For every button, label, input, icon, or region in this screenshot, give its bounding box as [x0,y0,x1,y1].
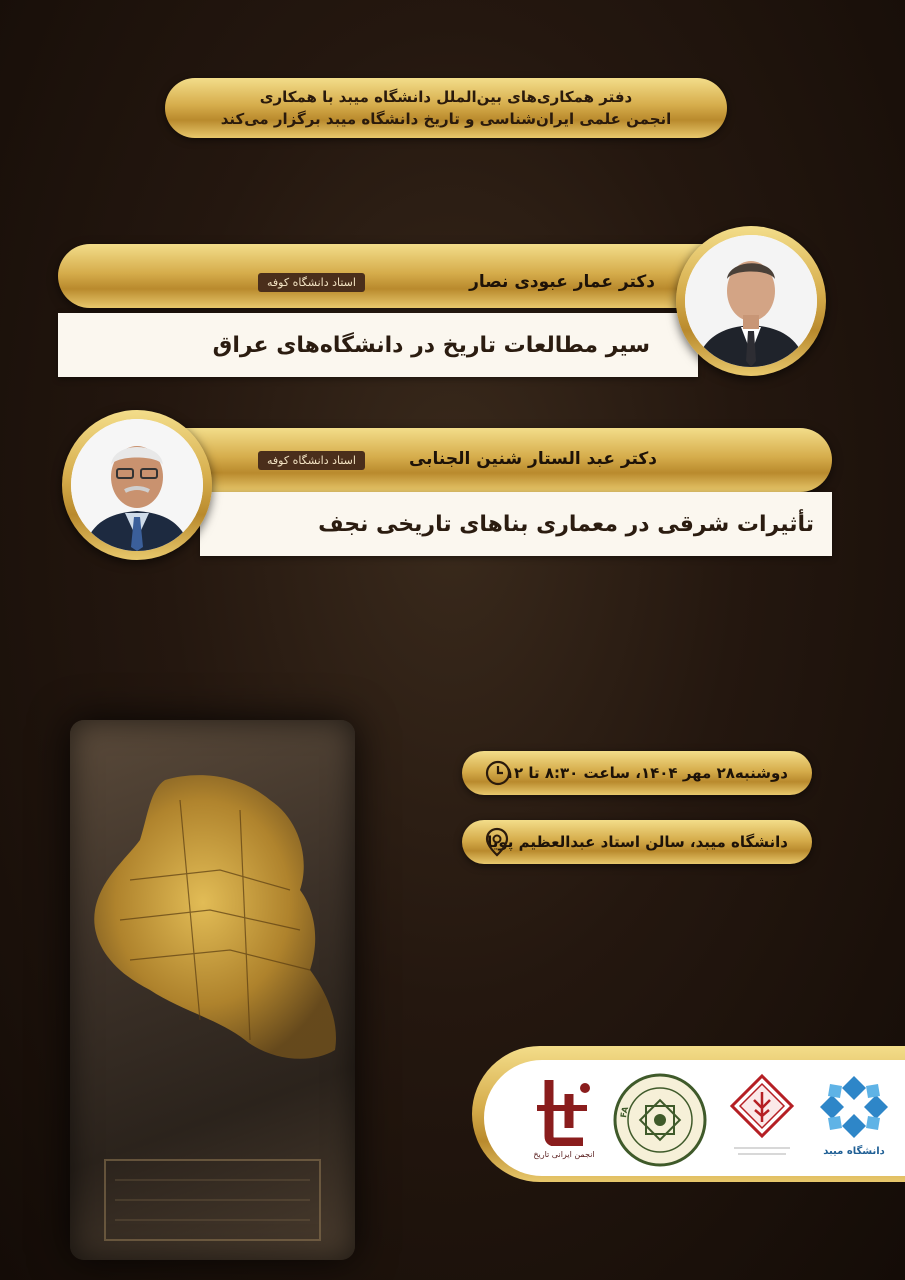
speaker-2-photo-frame [62,410,212,560]
speaker-2-topic: تأثیرات شرقی در معماری بناهای تاریخی نجف [318,511,814,537]
speaker-1-affiliation-badge: استاد دانشگاه کوفه [258,273,365,292]
clock-icon [484,759,512,791]
speaker-2-affiliation-badge: استاد دانشگاه کوفه [258,451,365,470]
ancient-tablet-image [70,720,355,1260]
meybod-university-logo [809,1072,899,1167]
speaker-1-topic: سیر مطالعات تاریخ در دانشگاه‌های عراق [212,332,650,358]
speaker-2-topic-bar [200,492,832,556]
event-location: دانشگاه میبد، سالن استاد عبدالعظیم پویا [487,833,788,851]
iranian-history-association-logo [524,1074,604,1166]
datetime-pill [462,751,812,795]
kufa-logo-label: FA [619,1105,631,1119]
meybod-logo-label: دانشگاه میبد [823,1146,885,1157]
speaker-1-photo-frame [676,226,826,376]
speaker-2-name: دکتر عبد الستار شنین الجنابی [408,449,657,469]
speaker-1-photo [685,235,817,367]
event-datetime: دوشنبه۲۸ مهر ۱۴۰۴، ساعت ۸:۳۰ تا ۱۲ [504,764,788,782]
history-assoc-logo-label: انجمن ایرانی تاریخ [533,1150,595,1159]
organizer-line-1: دفتر همکاری‌های بین‌الملل دانشگاه میبد با همکاری [259,88,633,106]
speaker-2-photo [71,419,203,551]
organizer-line-2: انجمن علمی ایران‌شناسی و تاریخ دانشگاه میبد برگزار می‌کند [220,110,672,128]
university-of-kufa-logo [612,1072,708,1168]
iranology-association-logo [722,1070,802,1165]
speaker-1-name: دکتر عمار عبودی نصار [469,272,655,292]
organizer-banner [165,78,727,138]
location-pill [462,820,812,864]
logos-panel [484,1060,905,1176]
location-pin-icon [484,827,510,861]
speaker-1-topic-bar [58,313,698,377]
